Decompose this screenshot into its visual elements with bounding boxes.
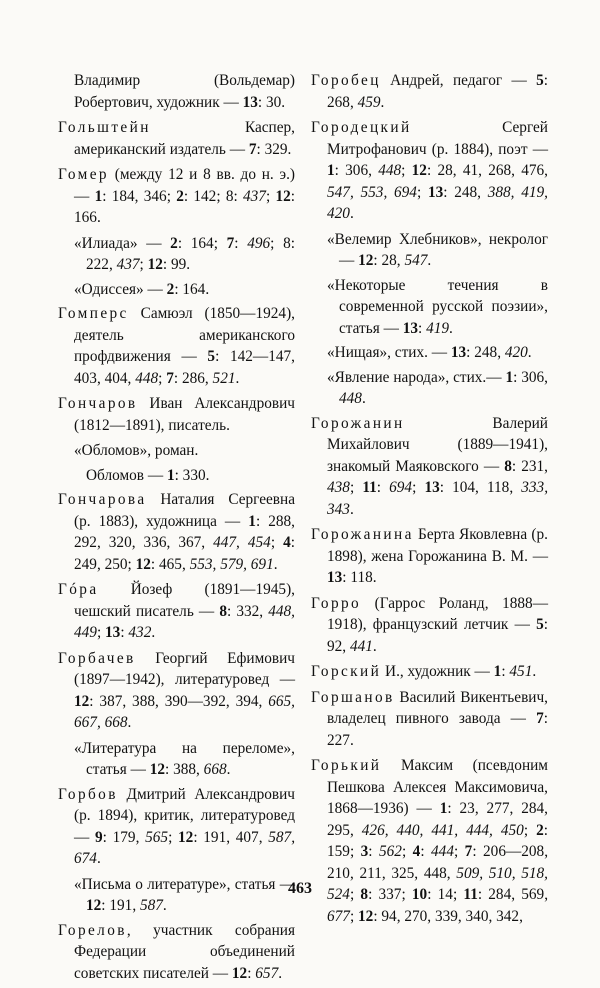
entry-text: .: [449, 319, 453, 337]
note-page-number: 333, 343: [327, 479, 549, 518]
entry-text: :: [234, 234, 248, 252]
index-entry: [311, 661, 548, 683]
note-page-number: 657: [255, 964, 279, 982]
volume-number: 12: [149, 761, 165, 778]
entry-text: ;: [158, 369, 167, 387]
note-page-number: 496: [247, 234, 271, 252]
entry-text: : 166.: [74, 187, 296, 226]
note-page-number: 444: [431, 843, 454, 860]
note-page-number: 459: [357, 93, 381, 111]
entry-text: Владимир (Вольдемар) Робертович, художник —: [74, 72, 295, 111]
entry-text: ;: [401, 843, 413, 860]
note-page-number: 565: [145, 828, 169, 846]
volume-number: 8: [219, 602, 227, 620]
index-subentry: [311, 342, 548, 364]
entry-text: Йозеф (1891—1945), чешский писатель —: [74, 581, 295, 620]
volume-number: 12: [231, 964, 248, 982]
note-page-number: 448, 449: [74, 602, 296, 641]
index-entry: [58, 117, 295, 160]
volume-number: 1: [327, 162, 335, 179]
entry-text: ;: [412, 479, 425, 496]
entry-text: И., художник —: [381, 663, 494, 680]
index-subentry: [311, 367, 548, 410]
entry-text: .: [162, 897, 167, 914]
index-entry: [311, 117, 548, 225]
entry-text: .: [361, 390, 366, 407]
entry-text: : 465,: [150, 555, 190, 573]
volume-number: 12: [411, 162, 427, 179]
entry-surname: Горбачев: [58, 649, 136, 667]
volume-number: 12: [275, 187, 291, 205]
volume-number: 8: [504, 457, 512, 475]
index-entry: [58, 70, 295, 113]
index-subentry: [58, 738, 295, 781]
entry-text: Иван Александрович (1812—1891), писатель.: [74, 395, 295, 434]
volume-number: 13: [424, 479, 440, 496]
volume-number: 1: [493, 663, 502, 680]
entry-text: : 14;: [427, 886, 464, 903]
entry-surname: Горожанин: [311, 414, 405, 432]
entry-surname: Гончарова: [58, 491, 147, 508]
note-page-number: 694: [389, 479, 413, 496]
note-page-number: 437: [243, 187, 266, 205]
note-page-number: 437: [116, 256, 140, 273]
entry-text: .: [532, 663, 537, 680]
note-page-number: 665, 667, 668: [74, 692, 295, 731]
entry-text: : 94, 270, 339, 340, 342,: [373, 907, 523, 925]
volume-number: 10: [411, 886, 428, 903]
entry-text: : 227.: [327, 710, 548, 749]
entry-text: Василий Викентьевич, владелец пивного завода —: [327, 688, 548, 727]
entry-text: : 30.: [257, 93, 286, 111]
entry-text: Самюэл (1850—1924), деятель американского профдвижения —: [74, 305, 295, 365]
entry-text: .: [527, 344, 532, 361]
volume-number: 7: [464, 843, 473, 860]
note-page-number: 547, 553, 694: [327, 183, 417, 201]
entry-surname: Гомперс: [58, 305, 129, 322]
note-page-number: 587: [139, 897, 163, 914]
entry-text: (между 12 и 8 вв. до н. э.) —: [74, 166, 295, 205]
entry-text: (Гаррос Роланд, 1888—1918), французский летчик —: [327, 594, 548, 633]
entry-text: ;: [270, 534, 284, 551]
index-entry: [58, 648, 295, 734]
entry-surname: Гольштейн: [58, 119, 151, 136]
entry-text: : 164.: [174, 280, 210, 298]
volume-number: 12: [358, 252, 374, 269]
entry-text: ;: [453, 843, 465, 860]
volume-number: 1: [94, 187, 103, 205]
entry-text: «Велемир Хлебников», некролог —: [327, 230, 548, 269]
index-column-right: [311, 70, 548, 931]
entry-text: .: [96, 850, 101, 867]
entry-text: «Обломов», роман.: [74, 442, 199, 459]
entry-text: : 248,: [443, 183, 488, 201]
entry-text: Каспер, американский издатель —: [74, 119, 295, 158]
entry-text: : 104, 118,: [439, 479, 522, 496]
volume-number: 5: [536, 616, 544, 633]
volume-number: 11: [463, 886, 478, 903]
note-page-number: 448: [135, 369, 159, 387]
entry-text: : 191, 407,: [193, 828, 269, 846]
note-page-number: 426, 440, 441, 444, 450: [361, 821, 524, 839]
entry-text: : 231,: [511, 457, 548, 475]
entry-text: :: [420, 843, 432, 860]
volume-number: 8: [360, 886, 369, 903]
entry-text: Максим (псевдоним Пешкова Алексея Максимовича, 1868—1936) —: [327, 757, 548, 817]
entry-text: : 164;: [177, 234, 227, 252]
entry-text: .: [235, 369, 240, 387]
entry-text: : 28,: [373, 252, 405, 269]
entry-text: : 268,: [327, 72, 548, 111]
entry-text: :: [120, 624, 129, 641]
entry-text: .: [380, 93, 385, 111]
entry-text: «Письма о литературе», статья —: [74, 875, 295, 893]
entry-text: Валерий Михайлович (1889—1941), знакомый Маяковского —: [327, 414, 548, 475]
entry-text: : 206—208, 210, 211, 325, 448,: [327, 843, 549, 882]
note-page-number: 587, 674: [74, 828, 296, 867]
entry-text: ;: [96, 624, 106, 641]
entry-text: : 184, 346;: [102, 187, 177, 205]
index-entry: [58, 489, 295, 575]
entry-text: .: [349, 205, 354, 222]
entry-text: Андрей, педагог —: [380, 72, 537, 89]
entry-text: «Илиада» —: [74, 234, 171, 252]
entry-text: : 159;: [327, 821, 549, 860]
index-entry: [311, 755, 548, 927]
entry-text: : 332,: [226, 602, 269, 620]
volume-number: 4: [412, 843, 421, 860]
entry-surname: Горелов: [58, 921, 127, 939]
entry-text: :: [368, 843, 379, 860]
volume-number: 5: [536, 72, 544, 89]
volume-number: 7: [226, 234, 235, 252]
entry-text: Наталия Сергеевна (р. 1883), художница —: [74, 491, 295, 530]
entry-surname: Гомер: [58, 166, 109, 183]
volume-number: 5: [207, 348, 216, 365]
entry-text: «Некоторые течения в современной русской поэзии», статья —: [327, 276, 548, 337]
volume-number: 1: [505, 368, 514, 386]
note-page-number: 509, 510, 518, 524: [327, 864, 548, 903]
entry-text: : 330.: [174, 466, 210, 484]
entry-text: : 284, 569,: [477, 886, 549, 903]
note-page-number: 521: [212, 369, 236, 387]
volume-number: 1: [439, 800, 448, 817]
note-page-number: 677: [327, 907, 350, 925]
volume-number: 12: [74, 692, 90, 710]
volume-number: 2: [170, 234, 178, 252]
entry-text: : 142—147, 403, 404,: [74, 348, 295, 387]
entry-text: : 337;: [368, 886, 412, 903]
entry-text: : 142; 8:: [183, 187, 243, 205]
entry-surname: Городецкий: [311, 119, 412, 136]
page-number: 463: [288, 880, 312, 897]
index-entry: [311, 524, 548, 589]
entry-text: Берта Яковлевна (р. 1898), жена Горожанина В. М. —: [327, 526, 548, 565]
entry-text: ;: [349, 479, 363, 496]
entry-text: .: [349, 500, 354, 518]
entry-text: Дмитрий Александрович (р. 1894), критик, литературовед —: [74, 785, 295, 846]
entry-text: ;: [349, 886, 361, 903]
entry-text: :: [376, 479, 390, 496]
entry-surname: Горобец: [311, 72, 381, 89]
index-entry: [58, 579, 295, 644]
index-subentry: [58, 233, 295, 276]
entry-surname: Горшанов: [311, 688, 395, 706]
index-entry: [311, 70, 548, 113]
entry-text: : 92,: [327, 616, 548, 655]
entry-text: ;: [523, 821, 537, 839]
index-entry: [311, 593, 548, 658]
entry-text: «Литература на переломе», статья —: [74, 739, 295, 778]
volume-number: 13: [242, 93, 258, 111]
volume-number: 12: [178, 828, 194, 846]
entry-text: :: [247, 964, 256, 982]
note-page-number: 448: [378, 162, 402, 179]
entry-text: ;: [416, 183, 428, 201]
volume-number: 1: [166, 466, 175, 484]
volume-number: 2: [166, 280, 175, 298]
entry-text: :: [501, 663, 510, 680]
index-subentry: [58, 465, 295, 487]
entry-text: Обломов —: [86, 466, 167, 484]
volume-number: 4: [283, 534, 291, 551]
entry-text: .: [226, 761, 231, 778]
entry-text: : 179,: [102, 828, 146, 846]
volume-number: 7: [248, 140, 257, 158]
entry-surname: Горожанина: [311, 526, 414, 543]
entry-text: : 306,: [513, 368, 548, 386]
volume-number: 2: [536, 821, 544, 839]
note-page-number: 447, 454: [213, 534, 271, 551]
entry-text: ;: [139, 256, 148, 273]
note-page-number: 419: [426, 319, 450, 337]
index-subentry: [58, 279, 295, 301]
entry-text: : 28, 41, 268, 476,: [426, 162, 549, 179]
volume-number: 1: [248, 512, 256, 530]
volume-number: 3: [360, 843, 369, 860]
entry-text: «Явление народа», стих.—: [327, 368, 506, 386]
entry-text: .: [127, 714, 132, 731]
volume-number: 12: [147, 256, 163, 273]
entry-text: Георгий Ефимович (1897—1942), литературовед —: [74, 649, 295, 688]
note-page-number: 668: [203, 761, 227, 778]
entry-text: : 329.: [256, 140, 292, 158]
entry-text: .: [151, 624, 156, 641]
index-entry: [311, 687, 548, 752]
note-page-number: 553, 579, 691: [189, 555, 274, 573]
entry-text: «Одиссея» —: [74, 280, 167, 298]
entry-text: .: [372, 637, 377, 655]
entry-text: «Нищая», стих. —: [327, 344, 451, 361]
index-subentry: [311, 275, 548, 340]
entry-text: ;: [349, 907, 359, 925]
entry-text: : 118.: [342, 569, 377, 586]
entry-text: : 191,: [101, 897, 140, 914]
entry-text: :: [418, 319, 427, 337]
volume-number: 13: [327, 569, 343, 586]
index-subentry: [311, 229, 548, 272]
volume-number: 12: [358, 907, 374, 925]
volume-number: 13: [105, 624, 121, 641]
entry-text: Сергей Митрофанович (р. 1884), поэт —: [327, 119, 548, 158]
note-page-number: 388, 419, 420: [327, 183, 548, 222]
entry-text: : 248,: [466, 344, 505, 361]
entry-surname: Гончаров: [58, 395, 138, 412]
note-page-number: 432: [128, 624, 152, 641]
note-page-number: 448: [339, 390, 362, 407]
volume-number: 7: [166, 369, 174, 387]
index-entry: [58, 393, 295, 436]
index-entry: [58, 784, 295, 870]
index-entry: [58, 164, 295, 229]
entry-surname: Горький: [311, 757, 382, 774]
entry-text: ;: [401, 162, 412, 179]
entry-text: : 388,: [165, 761, 204, 778]
volume-number: 9: [95, 828, 103, 846]
note-page-number: 562: [379, 843, 402, 860]
index-entry: [58, 303, 295, 389]
entry-text: : 288, 292, 320, 336, 367,: [74, 512, 296, 551]
entry-surname: Гóра: [58, 581, 99, 598]
note-page-number: 420: [504, 344, 528, 361]
index-column-left: [58, 70, 295, 988]
volume-number: 12: [86, 897, 102, 914]
volume-number: 2: [176, 187, 184, 205]
entry-text: ;: [168, 828, 179, 846]
volume-number: 7: [536, 710, 544, 727]
index-entry: [311, 413, 548, 521]
entry-text: : 23, 277, 284, 295,: [327, 800, 548, 839]
entry-text: : 99.: [162, 256, 191, 273]
note-page-number: 441: [349, 637, 373, 655]
entry-text: .: [278, 964, 283, 982]
volume-number: 13: [450, 344, 467, 361]
entry-text: .: [273, 555, 278, 573]
note-page-number: 547: [404, 252, 428, 269]
entry-text: ;: [265, 187, 276, 205]
index-entry: [58, 920, 295, 985]
entry-text: : 286,: [173, 369, 213, 387]
note-page-number: 451: [509, 663, 533, 680]
entry-text: : 249, 250;: [74, 534, 296, 573]
index-subentry: [58, 440, 295, 462]
entry-text: .: [427, 252, 432, 269]
volume-number: 12: [135, 555, 151, 573]
entry-surname: Горро: [311, 594, 362, 612]
note-page-number: 438: [327, 479, 350, 496]
entry-text: , участник собрания Федерации объединений советских писателей —: [74, 921, 295, 982]
entry-text: : 306,: [334, 162, 379, 179]
volume-number: 13: [427, 183, 444, 201]
volume-number: 13: [402, 319, 418, 337]
entry-text: ; 8: 222,: [86, 234, 295, 273]
entry-text: : 387, 388, 390—392, 394,: [89, 692, 269, 710]
entry-surname: Горбов: [58, 785, 118, 803]
volume-number: 11: [362, 479, 377, 496]
entry-surname: Горский: [311, 663, 382, 680]
